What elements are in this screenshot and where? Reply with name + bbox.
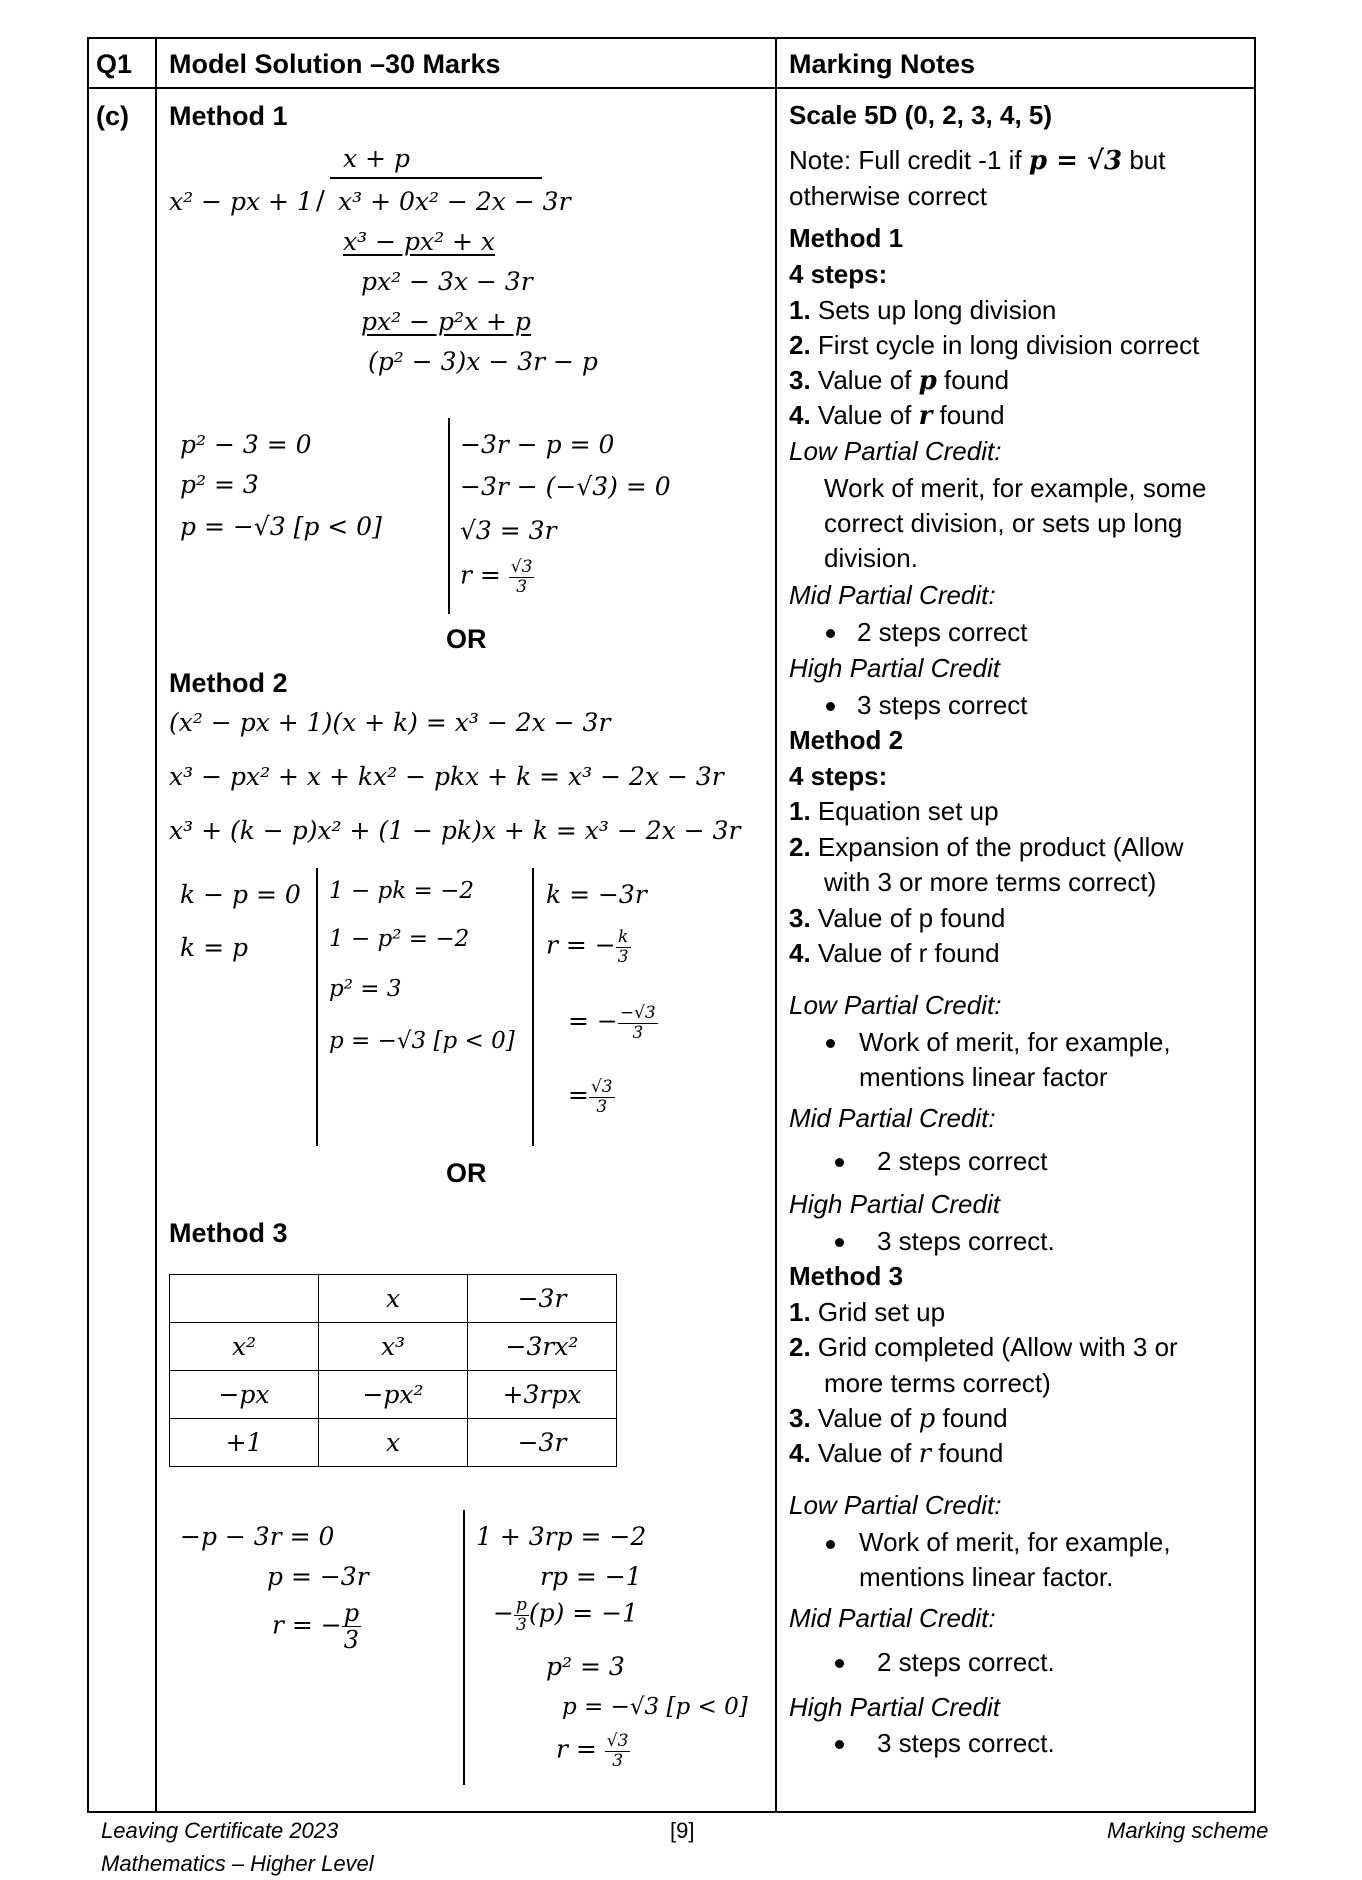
method2-eq2: x³ − px² + x + kx² − pkx + k = x³ − 2x − 3r bbox=[169, 762, 724, 791]
grid-cell bbox=[170, 1275, 319, 1323]
method2-title: Method 2 bbox=[169, 668, 288, 698]
bullet-icon bbox=[835, 1238, 844, 1247]
method2-col3-3: = − $\frac{-√3}{3}$ bbox=[568, 1003, 656, 1043]
notes-m2-high-heading: High Partial Credit bbox=[789, 1189, 1000, 1219]
notes-method2-title: Method 2 bbox=[789, 725, 904, 755]
notes-m1-high-bullet: 3 steps correct bbox=[857, 690, 1028, 720]
method3-right-r: r = $\frac{√3}{3}$ bbox=[556, 1731, 629, 1771]
method2-col1-1: k − p = 0 bbox=[180, 880, 301, 909]
table-bottom-border bbox=[87, 1811, 1254, 1813]
method2-col3-1: k = −3r bbox=[546, 880, 647, 909]
method3-left-r: r = − $\frac{p}{3}$ bbox=[272, 1599, 360, 1655]
notes-m3-low-bullet-2: mentions linear factor. bbox=[859, 1562, 1114, 1592]
notes-m1-step1: 1. Sets up long division bbox=[789, 295, 1057, 325]
method1-separator bbox=[448, 418, 450, 614]
notes-m3-step4: 4. Value of r found bbox=[789, 1438, 1004, 1469]
bullet-icon bbox=[826, 629, 835, 638]
division-slash: / bbox=[316, 186, 325, 216]
method3-right-2: rp = −1 bbox=[540, 1562, 642, 1591]
grid-cell: +1 bbox=[170, 1419, 319, 1467]
method1-left-1: p² − 3 = 0 bbox=[180, 430, 312, 459]
notes-m3-mid-bullet: 2 steps correct. bbox=[877, 1647, 1055, 1677]
method2-col2-2: 1 − p² = −2 bbox=[329, 926, 470, 952]
method1-remainder: (p² − 3)x − 3r − p bbox=[368, 347, 598, 376]
notes-method3-title: Method 3 bbox=[789, 1261, 904, 1291]
grid-row bbox=[170, 1371, 617, 1419]
method2-eq1: (x² − px + 1)(x + k) = x³ − 2x − 3r bbox=[169, 708, 611, 737]
method1-right-3: √3 = 3r bbox=[460, 516, 557, 545]
method2-col1-2: k = p bbox=[180, 933, 248, 962]
notes-m3-low-heading: Low Partial Credit: bbox=[789, 1490, 1002, 1520]
method3-left-1: −p − 3r = 0 bbox=[180, 1522, 335, 1551]
method3-right-4: p² = 3 bbox=[546, 1652, 625, 1681]
method2-col2-4: p = −√3 [p < 0] bbox=[329, 1028, 515, 1054]
table-left-border bbox=[87, 37, 89, 1813]
grid-cell: x³ bbox=[319, 1323, 468, 1371]
notes-m2-step4: 4. Value of r found bbox=[789, 938, 1000, 968]
method1-right-2: −3r − (−√3) = 0 bbox=[460, 472, 671, 501]
footer-left-line2: Mathematics – Higher Level bbox=[101, 1851, 374, 1876]
bullet-icon bbox=[835, 1659, 844, 1668]
method3-right-1: 1 + 3rp = −2 bbox=[476, 1522, 647, 1551]
notes-m3-step2: 2. Grid completed (Allow with 3 or bbox=[789, 1332, 1178, 1362]
note-line-1: Note: Full credit -1 if p = √3 but bbox=[789, 145, 1166, 176]
grid-cell: −3r bbox=[468, 1275, 617, 1323]
method2-col2-1: 1 − pk = −2 bbox=[329, 878, 474, 904]
method1-title: Method 1 bbox=[169, 101, 288, 131]
notes-m3-mid-heading: Mid Partial Credit: bbox=[789, 1603, 996, 1633]
notes-m2-step3: 3. Value of p found bbox=[789, 903, 1006, 933]
notes-method1-title: Method 1 bbox=[789, 223, 904, 253]
notes-m2-step2-cont: with 3 or more terms correct) bbox=[824, 867, 1157, 897]
model-solution-heading: Model Solution –30 Marks bbox=[169, 49, 501, 79]
method2-col3-2: r = − $\frac{k}{3}$ bbox=[546, 927, 629, 967]
notes-m3-step3: 3. Value of p found bbox=[789, 1403, 1008, 1434]
grid-cell: x bbox=[319, 1419, 468, 1467]
notes-m1-mid-bullet: 2 steps correct bbox=[857, 617, 1028, 647]
table-right-border bbox=[1254, 37, 1256, 1813]
method1-quotient: x + p bbox=[343, 144, 410, 173]
method1-left-3: p = −√3 [p < 0] bbox=[180, 512, 382, 541]
method3-right-5: p = −√3 [p < 0] bbox=[562, 1694, 748, 1720]
notes-m1-low-2: correct division, or sets up long bbox=[824, 508, 1183, 538]
grid-row bbox=[170, 1275, 617, 1323]
notes-m2-mid-bullet: 2 steps correct bbox=[877, 1146, 1048, 1176]
part-label: (c) bbox=[96, 101, 129, 131]
bullet-icon bbox=[835, 1158, 844, 1167]
grid-cell: +3rpx bbox=[468, 1371, 617, 1419]
grid-cell: −3r bbox=[468, 1419, 617, 1467]
notes-method1-steps: 4 steps: bbox=[789, 259, 888, 289]
grid-row bbox=[170, 1323, 617, 1371]
page-number: [9] bbox=[670, 1818, 695, 1843]
or-separator-2: OR bbox=[446, 1158, 487, 1188]
notes-m1-low-heading: Low Partial Credit: bbox=[789, 436, 1002, 466]
method2-eq3: x³ + (k − p)x² + (1 − pk)x + k = x³ − 2x − 3r bbox=[169, 816, 741, 845]
method1-left-2: p² = 3 bbox=[180, 470, 259, 499]
notes-m2-step1: 1. Equation set up bbox=[789, 796, 999, 826]
method1-r-result: r = $\frac{√3}{3}$ bbox=[460, 557, 533, 597]
header-bottom-border bbox=[87, 87, 1254, 89]
grid-cell: x bbox=[319, 1275, 468, 1323]
marking-notes-heading: Marking Notes bbox=[789, 49, 976, 79]
notes-m1-low-1: Work of merit, for example, some bbox=[824, 473, 1207, 503]
notes-m1-mid-heading: Mid Partial Credit: bbox=[789, 580, 996, 610]
note-line-2: otherwise correct bbox=[789, 181, 987, 211]
grid-row bbox=[170, 1419, 617, 1467]
notes-m2-mid-heading: Mid Partial Credit: bbox=[789, 1103, 996, 1133]
bullet-icon bbox=[826, 1039, 835, 1048]
notes-m1-step4: 4. Value of r found bbox=[789, 400, 1005, 431]
notes-m3-high-heading: High Partial Credit bbox=[789, 1692, 1000, 1722]
method2-separator-2 bbox=[532, 868, 534, 1146]
scale-heading: Scale 5D (0, 2, 3, 4, 5) bbox=[789, 100, 1053, 130]
method1-right-1: −3r − p = 0 bbox=[460, 430, 615, 459]
notes-method2-steps: 4 steps: bbox=[789, 761, 888, 791]
notes-m1-step2: 2. First cycle in long division correct bbox=[789, 330, 1200, 360]
bullet-icon bbox=[826, 1540, 835, 1549]
notes-m3-step2-cont: more terms correct) bbox=[824, 1368, 1051, 1398]
question-column-divider bbox=[155, 37, 157, 1813]
grid-cell: −px bbox=[170, 1371, 319, 1419]
notes-m2-low-heading: Low Partial Credit: bbox=[789, 990, 1002, 1020]
footer-left-line1: Leaving Certificate 2023 bbox=[101, 1818, 339, 1843]
notes-m2-low-bullet-2: mentions linear factor bbox=[859, 1062, 1108, 1092]
notes-m3-step1: 1. Grid set up bbox=[789, 1297, 946, 1327]
method1-divisor: x² − px + 1 bbox=[169, 187, 313, 216]
notes-m3-high-bullet: 3 steps correct. bbox=[877, 1728, 1055, 1758]
notes-m2-high-bullet: 3 steps correct. bbox=[877, 1226, 1055, 1256]
table-top-border bbox=[87, 37, 1254, 39]
notes-m1-high-heading: High Partial Credit bbox=[789, 653, 1000, 683]
notes-column-divider bbox=[775, 37, 777, 1813]
method1-step3: px² − p²x + p bbox=[361, 307, 531, 336]
method3-right-3: − $\frac{p}{3}$ (p) = −1 bbox=[493, 1595, 639, 1635]
method3-title: Method 3 bbox=[169, 1218, 288, 1248]
method1-step2: px² − 3x − 3r bbox=[361, 267, 533, 296]
method3-left-2: p = −3r bbox=[267, 1562, 369, 1591]
notes-m2-step2: 2. Expansion of the product (Allow bbox=[789, 832, 1184, 862]
or-separator-1: OR bbox=[446, 624, 487, 654]
method3-separator bbox=[463, 1510, 465, 1785]
grid-cell: −3rx² bbox=[468, 1323, 617, 1371]
footer-right: Marking scheme bbox=[1107, 1818, 1269, 1843]
notes-m1-step3: 3. Value of p found bbox=[789, 365, 1010, 396]
method2-separator-1 bbox=[316, 868, 318, 1146]
notes-m3-low-bullet-1: Work of merit, for example, bbox=[859, 1527, 1171, 1557]
method2-col2-3: p² = 3 bbox=[329, 976, 402, 1002]
notes-m1-low-3: division. bbox=[824, 543, 918, 573]
grid-cell: x² bbox=[170, 1323, 319, 1371]
grid-cell: −px² bbox=[319, 1371, 468, 1419]
method1-step1: x³ − px² + x bbox=[343, 227, 496, 256]
notes-m2-low-bullet-1: Work of merit, for example, bbox=[859, 1027, 1171, 1057]
question-label: Q1 bbox=[96, 49, 133, 79]
method3-grid bbox=[169, 1274, 617, 1467]
method1-dividend: x³ + 0x² − 2x − 3r bbox=[338, 187, 571, 216]
method2-col3-4: = $\frac{√3}{3}$ bbox=[568, 1077, 613, 1117]
bullet-icon bbox=[826, 702, 835, 711]
bullet-icon bbox=[835, 1740, 844, 1749]
